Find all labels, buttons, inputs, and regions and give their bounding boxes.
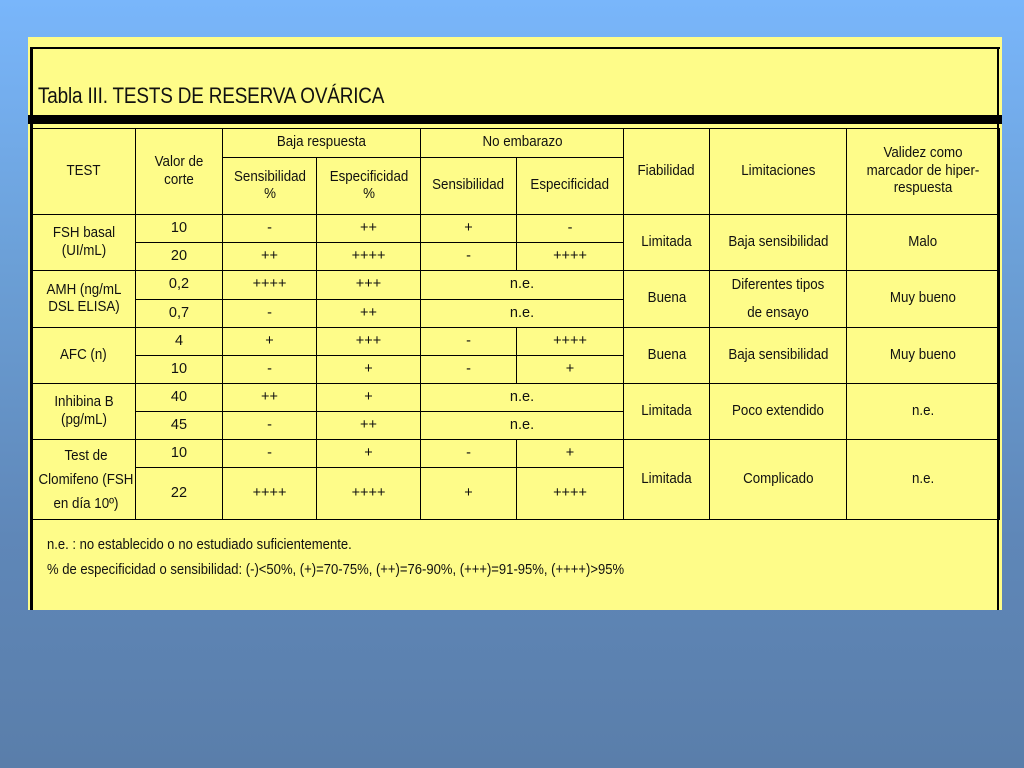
- limitaciones-cell: Complicado: [710, 440, 847, 520]
- ne-esp-cell: +: [517, 356, 624, 384]
- header-validez: Validez como marcador de hiper-respuesta: [847, 129, 1000, 215]
- corte-cell: 10: [136, 440, 223, 468]
- ne-sens-cell: -: [421, 440, 517, 468]
- test-name-cell: AMH (ng/mL DSL ELISA): [32, 271, 136, 328]
- table-row: [32, 384, 1000, 412]
- table-row: [32, 328, 1000, 356]
- br-sens-cell: ++: [223, 384, 317, 412]
- br-esp-cell: +: [317, 440, 421, 468]
- table-sheet: [28, 37, 1002, 610]
- header-valor-corte: Valor de corte: [136, 129, 223, 215]
- note-ne: n.e. : no establecido o no estudiado suficientemente.: [47, 537, 352, 553]
- validez-cell: n.e.: [847, 440, 1000, 520]
- corte-cell: 45: [136, 412, 223, 440]
- header-ne-especificidad: Especificidad: [517, 158, 624, 215]
- table-title: Tabla III. TESTS DE RESERVA OVÁRICA: [38, 83, 385, 108]
- limitaciones-cell: Poco extendido: [710, 384, 847, 440]
- corte-cell: 4: [136, 328, 223, 356]
- ne-merged-cell: n.e.: [421, 271, 624, 300]
- header-br-sensibilidad: Sensibilidad %: [223, 158, 317, 215]
- table-notes: [47, 533, 624, 583]
- corte-cell: 40: [136, 384, 223, 412]
- table-row: [32, 271, 1000, 300]
- br-esp-cell: ++: [317, 299, 421, 328]
- limitaciones-cell: Diferentes tipos de ensayo: [710, 271, 847, 328]
- corte-cell: 0,7: [136, 299, 223, 328]
- ne-sens-cell: +: [421, 468, 517, 520]
- ne-sens-cell: -: [421, 243, 517, 271]
- ne-esp-cell: +: [517, 440, 624, 468]
- header-ne-sensibilidad: Sensibilidad: [421, 158, 517, 215]
- br-esp-cell: +: [317, 384, 421, 412]
- header-fiabilidad: Fiabilidad: [624, 129, 710, 215]
- fiabilidad-cell: Limitada: [624, 440, 710, 520]
- fiabilidad-cell: Limitada: [624, 215, 710, 271]
- br-esp-cell: +++: [317, 328, 421, 356]
- validez-cell: Malo: [847, 215, 1000, 271]
- br-sens-cell: ++++: [223, 271, 317, 300]
- br-esp-cell: ++++: [317, 243, 421, 271]
- note-percent-legend: % de especificidad o sensibilidad: (-)<50%, (+)=70-75%, (++)=76-90%, (+++)=91-95%, (++++)>95%: [47, 562, 625, 578]
- br-sens-cell: -: [223, 412, 317, 440]
- br-sens-cell: -: [223, 215, 317, 243]
- header-row-1: [32, 129, 1000, 158]
- table-row: [32, 215, 1000, 243]
- ne-merged-cell: n.e.: [421, 299, 624, 328]
- br-esp-cell: ++++: [317, 468, 421, 520]
- frame-top-border: [30, 47, 1000, 49]
- fiabilidad-cell: Buena: [624, 328, 710, 384]
- corte-cell: 22: [136, 468, 223, 520]
- corte-cell: 0,2: [136, 271, 223, 300]
- br-sens-cell: -: [223, 440, 317, 468]
- corte-cell: 10: [136, 215, 223, 243]
- limitaciones-cell: Baja sensibilidad: [710, 328, 847, 384]
- br-sens-cell: -: [223, 356, 317, 384]
- header-limitaciones: Limitaciones: [710, 129, 847, 215]
- ne-esp-cell: -: [517, 215, 624, 243]
- test-name-cell: Inhibina B (pg/mL): [32, 384, 136, 440]
- ne-merged-cell: n.e.: [421, 412, 624, 440]
- ne-esp-cell: ++++: [517, 328, 624, 356]
- test-name-cell: Test de Clomifeno (FSH en día 10º): [32, 440, 136, 520]
- ne-sens-cell: -: [421, 328, 517, 356]
- corte-cell: 10: [136, 356, 223, 384]
- test-name-cell: FSH basal (UI/mL): [32, 215, 136, 271]
- br-esp-cell: +: [317, 356, 421, 384]
- corte-cell: 20: [136, 243, 223, 271]
- br-esp-cell: ++: [317, 412, 421, 440]
- validez-cell: Muy bueno: [847, 328, 1000, 384]
- ne-merged-cell: n.e.: [421, 384, 624, 412]
- ovarian-reserve-table: [31, 128, 1000, 520]
- ne-sens-cell: +: [421, 215, 517, 243]
- br-esp-cell: +++: [317, 271, 421, 300]
- header-test: TEST: [32, 129, 136, 215]
- title-rule: [28, 115, 1002, 124]
- fiabilidad-cell: Buena: [624, 271, 710, 328]
- header-baja-respuesta: Baja respuesta: [223, 129, 421, 158]
- test-name-cell: AFC (n): [32, 328, 136, 384]
- validez-cell: n.e.: [847, 384, 1000, 440]
- br-sens-cell: ++: [223, 243, 317, 271]
- ne-esp-cell: ++++: [517, 243, 624, 271]
- validez-cell: Muy bueno: [847, 271, 1000, 328]
- ne-esp-cell: ++++: [517, 468, 624, 520]
- br-sens-cell: -: [223, 299, 317, 328]
- ne-sens-cell: -: [421, 356, 517, 384]
- fiabilidad-cell: Limitada: [624, 384, 710, 440]
- header-no-embarazo: No embarazo: [421, 129, 624, 158]
- header-br-especificidad: Especificidad %: [317, 158, 421, 215]
- br-sens-cell: +: [223, 328, 317, 356]
- limitaciones-cell: Baja sensibilidad: [710, 215, 847, 271]
- table-row: [32, 440, 1000, 468]
- br-sens-cell: ++++: [223, 468, 317, 520]
- br-esp-cell: ++: [317, 215, 421, 243]
